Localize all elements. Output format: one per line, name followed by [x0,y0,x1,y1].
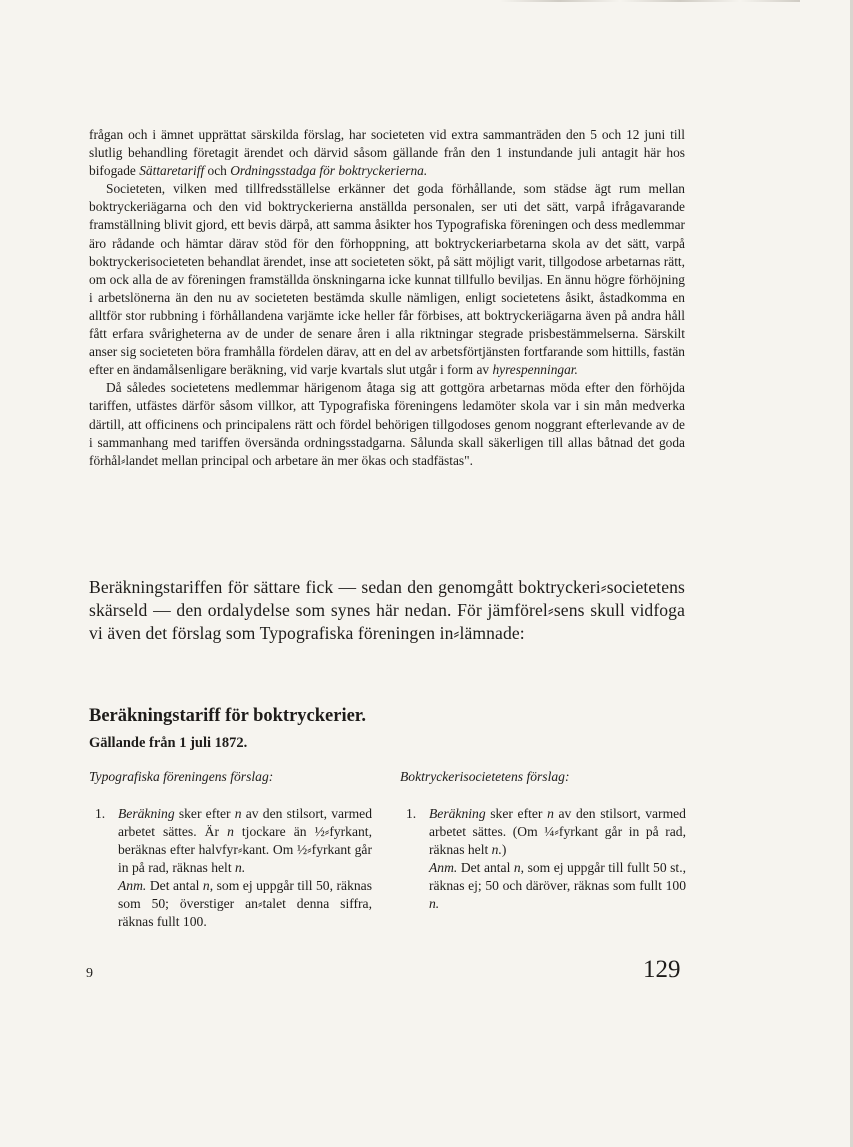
body-paragraph-2: Societeten, vilken med tillfredsställelse erkänner det goda förhållande, som städse ägt rum mellan boktryckeriägarna och den vid boktryckerierna anställda personalen, ser uti det sätt, varpå ifrågavarande framställning blivit gjord, ett bevis därpå, att samma åsikter hos Typografiska föreningen och dess medlemmar äro rådande och hämtar därav stöd för den förhoppning, att boktryckeriarbetarna skola av det sätt, varpå boktryckerisocieteten behandlat ärendet, inse att societeten sökt, på sätt möjligt varit, tillgodose arbetarnas rätt, om ock alla de av föreningen framställda önskningarna icke kunnat tillfullo beviljas. En ännu högre förhöjning i arbetslönerna än den nu av societeten bestämda skulle nämligen, enligt societetens åsikt, åstadkomma en alltför stor rubbning i förhållandena varjämte icke heller får förbises, att boktryckeriägarna även på andra håll fått erfara svårigheterna av de under de senare åren i alla riktningar stegrade prisbestämmelserna. Särskilt anser sig societeten böra framhålla fördelen därav, att en del av arbetsförtjänsten fortfarande som hittills, fastän efter en ändamålsenligare beräkning, vid varje kvartals slut utgår i form av hyrespenningar. [89,181,685,378]
column-heading-right: Boktryckerisocietetens förslag: [400,769,570,784]
item-main-text: Beräkning sker efter n av den stilsort, varmed arbetet sättes. Är n tjockare än ½⸗fyrkant, beräknas efter halvfyr⸗kant. Om ½⸗fyrkant går in på rad, räknas helt n. [118,806,372,875]
italic-text: Beräkning [118,806,175,821]
italic-text: Anm. [118,878,147,893]
item-main-text: Beräkning sker efter n av den stilsort, varmed arbetet sättes. (Om ¼⸗fyrkant går in på rad, räknas helt n.) [429,806,686,857]
italic-text: Beräkning [429,806,486,821]
italic-text: n [227,824,234,839]
item-note: Anm. Det antal n, som ej uppgår till fullt 50 st., räknas ej; 50 och däröver, räknas som fullt 100 n. [429,860,686,911]
signature-mark: 9 [86,966,93,981]
italic-text: n [513,860,521,875]
item-body [429,805,686,913]
intro-paragraph: Beräkningstariffen för sättare fick — sedan den genomgått boktryckeri⸗societetens skärseld — den ordalydelse som synes här nedan. För jämförel⸗sens skull vidfoga vi även det förslag som Typografiska föreningen in⸗lämnade: [89,577,685,643]
page-edge-top [500,0,800,2]
italic-text: n [234,806,242,821]
tariff-date: Gällande från 1 juli 1872. [89,735,248,751]
item-number: 1. [95,806,106,821]
italic-text: Ordningsstadga för boktryckerierna. [230,163,428,179]
body-paragraph-3: Då således societetens medlemmar härigenom åtaga sig att gottgöra arbetarnas möda efter den förhöjda tariffen, utfästes därför såsom villkor, att Typografiska föreningens ledamöter skola var i sin mån medverka därtill, att officinens och principalens rätt och fördel behörigen tillgodoses genom noggrant efterlevande av de i sammanhang med tariffen översända ordningsstadgarna. Sålunda skall säkerligen till allas båtnad det goda förhål⸗landet mellan principal och arbetare än mer ökas och stadfästas". [89,380,685,468]
column-boktryckerisocieteten [400,768,686,913]
item-note: Anm. Det antal n, som ej uppgår till 50, räknas som 50; överstiger an⸗talet denna siffra, räknas fullt 100. [118,878,372,929]
italic-text: n [202,878,210,893]
body-paragraph-1: frågan och i ämnet upprättat särskilda förslag, har societeten vid extra sammanträden den 5 och 12 juni till slutlig behandling företagit ärendet och därvid såsom gällande från den 1 instundande juli antagit här hos bifogade Sättaretariff och Ordningsstadga för boktryckerierna. [89,127,685,179]
italic-text: Sättaretariff [139,163,205,179]
italic-text: n. [491,842,502,857]
item-number: 1. [406,806,417,821]
list-item [89,805,372,931]
column-heading-left: Typografiska föreningens förslag: [89,769,274,784]
column-typografiska [89,768,372,931]
italic-text: hyrespenningar. [492,362,578,378]
italic-text: n. [235,860,246,875]
list-item [400,805,686,913]
italic-text: Anm. [429,860,458,875]
tariff-title: Beräkningstariff för boktryckerier. [89,706,366,726]
page-number: 129 [643,956,681,983]
italic-text: n [547,806,554,821]
item-body [118,805,372,931]
body-text [89,126,685,470]
italic-text: n. [429,896,440,911]
